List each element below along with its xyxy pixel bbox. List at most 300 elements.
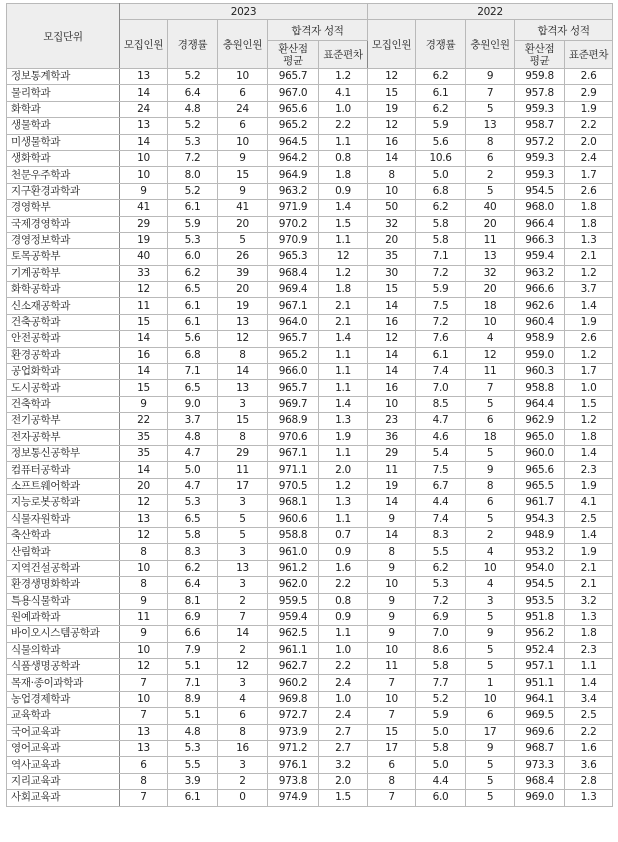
table-row [7,495,613,511]
table-row [7,642,613,658]
quota-cell-2023: 6 [120,757,168,773]
dept-name-cell: 식물의학과 [7,642,120,658]
quota-cell-2022: 9 [368,593,416,609]
std-cell-2022: 2.0 [565,134,613,150]
rate-cell-2022: 7.4 [416,364,466,380]
std-cell-2022: 3.2 [565,593,613,609]
rate-cell-2023: 6.1 [168,314,218,330]
rate-cell-2023: 7.1 [168,364,218,380]
avg-cell-2022: 959.4 [515,249,565,265]
avg-cell-2023: 965.7 [268,380,319,396]
quota-cell-2022: 14 [368,150,416,166]
std-cell-2023: 2.0 [319,462,368,478]
avg-cell-2022: 959.0 [515,347,565,363]
dept-name-cell: 식물자원학과 [7,511,120,527]
rate-cell-2022: 10.6 [416,150,466,166]
rate-cell-2022: 6.1 [416,347,466,363]
dept-name-cell: 경영정보학과 [7,232,120,248]
filled-cell-2023: 12 [218,659,268,675]
quota-header-2022: 모집인원 [368,20,416,69]
std-cell-2023: 2.7 [319,724,368,740]
rate-cell-2023: 4.7 [168,478,218,494]
filled-cell-2022: 4 [466,577,515,593]
std-cell-2023: 1.5 [319,216,368,232]
std-cell-2023: 1.1 [319,232,368,248]
std-header-2023: 표준편차 [319,41,368,69]
quota-cell-2022: 36 [368,429,416,445]
quota-cell-2022: 9 [368,626,416,642]
quota-cell-2023: 12 [120,495,168,511]
dept-name-cell: 정보통신공학부 [7,445,120,461]
filled-cell-2023: 3 [218,757,268,773]
dept-name-cell: 환경공학과 [7,347,120,363]
dept-name-cell: 역사교육과 [7,757,120,773]
filled-cell-2022: 6 [466,708,515,724]
avg-cell-2023: 971.1 [268,462,319,478]
avg-header-line2: 평균 [529,54,550,67]
dept-name-cell: 지역건설공학과 [7,560,120,576]
rate-cell-2023: 8.1 [168,593,218,609]
dept-name-cell: 건축공학과 [7,314,120,330]
rate-cell-2022: 6.2 [416,200,466,216]
filled-cell-2023: 24 [218,101,268,117]
table-row [7,724,613,740]
avg-cell-2023: 971.2 [268,741,319,757]
dept-name-cell: 원예과학과 [7,609,120,625]
filled-cell-2022: 5 [466,757,515,773]
dept-name-cell: 천문우주학과 [7,167,120,183]
filled-cell-2022: 20 [466,216,515,232]
dept-name-cell: 전자공학부 [7,429,120,445]
rate-cell-2023: 8.0 [168,167,218,183]
avg-cell-2022: 969.0 [515,790,565,806]
rate-cell-2023: 6.8 [168,347,218,363]
std-cell-2022: 1.5 [565,396,613,412]
filled-cell-2023: 7 [218,609,268,625]
table-row [7,183,613,199]
avg-cell-2022: 968.0 [515,200,565,216]
avg-cell-2023: 968.4 [268,265,319,281]
quota-cell-2023: 8 [120,577,168,593]
filled-cell-2023: 11 [218,462,268,478]
quota-cell-2022: 7 [368,790,416,806]
avg-cell-2022: 965.5 [515,478,565,494]
quota-cell-2022: 30 [368,265,416,281]
table-row [7,314,613,330]
std-header-2022: 표준편차 [565,41,613,69]
filled-cell-2022: 6 [466,413,515,429]
dept-name-cell: 컴퓨터공학과 [7,462,120,478]
quota-cell-2022: 29 [368,445,416,461]
dept-name-cell: 화학과 [7,101,120,117]
table-row [7,790,613,806]
rate-cell-2022: 7.2 [416,265,466,281]
filled-cell-2022: 5 [466,183,515,199]
rate-cell-2022: 7.0 [416,380,466,396]
rate-cell-2023: 6.5 [168,511,218,527]
filled-cell-2023: 29 [218,445,268,461]
filled-cell-2022: 5 [466,445,515,461]
dept-name-cell: 식품생명공학과 [7,659,120,675]
std-cell-2022: 1.7 [565,364,613,380]
filled-cell-2023: 14 [218,364,268,380]
rate-cell-2023: 5.3 [168,134,218,150]
dept-name-cell: 경영학부 [7,200,120,216]
filled-cell-2023: 12 [218,331,268,347]
rate-cell-2022: 4.6 [416,429,466,445]
rate-cell-2022: 5.8 [416,232,466,248]
avg-cell-2022: 968.4 [515,773,565,789]
quota-cell-2023: 9 [120,626,168,642]
filled-cell-2022: 5 [466,101,515,117]
filled-cell-2023: 4 [218,691,268,707]
filled-cell-2022: 1 [466,675,515,691]
avg-cell-2023: 964.2 [268,150,319,166]
std-cell-2022: 2.5 [565,708,613,724]
filled-cell-2022: 11 [466,364,515,380]
avg-cell-2022: 963.2 [515,265,565,281]
avg-cell-2022: 968.7 [515,741,565,757]
table-row [7,593,613,609]
rate-cell-2022: 6.1 [416,85,466,101]
table-row [7,69,613,85]
quota-cell-2023: 35 [120,445,168,461]
std-cell-2023: 4.1 [319,85,368,101]
avg-cell-2022: 969.6 [515,724,565,740]
quota-cell-2022: 12 [368,118,416,134]
table-row [7,413,613,429]
std-cell-2022: 1.4 [565,298,613,314]
rate-cell-2022: 7.6 [416,331,466,347]
quota-cell-2022: 32 [368,216,416,232]
rate-cell-2023: 5.3 [168,232,218,248]
filled-cell-2022: 8 [466,134,515,150]
filled-cell-2022: 6 [466,495,515,511]
std-cell-2022: 4.1 [565,495,613,511]
avg-cell-2023: 961.2 [268,560,319,576]
filled-cell-2023: 16 [218,741,268,757]
rate-cell-2023: 7.9 [168,642,218,658]
dept-name-cell: 지구환경과학과 [7,183,120,199]
std-cell-2022: 1.1 [565,659,613,675]
table-row [7,364,613,380]
rate-cell-2022: 5.8 [416,741,466,757]
avg-cell-2023: 960.6 [268,511,319,527]
filled-cell-2023: 6 [218,85,268,101]
avg-cell-2023: 973.8 [268,773,319,789]
rate-cell-2022: 8.6 [416,642,466,658]
avg-cell-2023: 964.9 [268,167,319,183]
std-cell-2022: 1.9 [565,101,613,117]
table-row [7,511,613,527]
admission-results-table-container [6,3,612,807]
filled-cell-2023: 5 [218,511,268,527]
std-cell-2022: 1.3 [565,609,613,625]
table-row [7,708,613,724]
rate-cell-2022: 6.0 [416,790,466,806]
avg-cell-2023: 958.8 [268,527,319,543]
quota-cell-2023: 14 [120,134,168,150]
std-cell-2023: 2.1 [319,314,368,330]
std-cell-2023: 1.8 [319,167,368,183]
avg-cell-2023: 961.0 [268,544,319,560]
avg-cell-2022: 959.3 [515,167,565,183]
avg-cell-2023: 972.7 [268,708,319,724]
std-cell-2022: 1.9 [565,544,613,560]
filled-cell-2022: 10 [466,314,515,330]
avg-header-line1: 환산점 [524,42,555,55]
filled-header-2022: 충원인원 [466,20,515,69]
filled-cell-2023: 5 [218,232,268,248]
std-cell-2023: 1.4 [319,396,368,412]
std-cell-2023: 1.0 [319,691,368,707]
avg-cell-2023: 974.9 [268,790,319,806]
avg-cell-2022: 952.4 [515,642,565,658]
table-row [7,85,613,101]
rate-cell-2022: 7.4 [416,511,466,527]
rate-cell-2022: 7.1 [416,249,466,265]
quota-cell-2022: 23 [368,413,416,429]
table-row [7,134,613,150]
avg-cell-2022: 957.1 [515,659,565,675]
rate-cell-2022: 5.0 [416,167,466,183]
quota-cell-2022: 10 [368,183,416,199]
std-cell-2023: 1.1 [319,380,368,396]
quota-cell-2023: 40 [120,249,168,265]
rate-cell-2022: 8.3 [416,527,466,543]
filled-cell-2022: 20 [466,282,515,298]
rate-cell-2023: 5.2 [168,183,218,199]
admission-results-table [6,3,613,807]
std-cell-2022: 3.6 [565,757,613,773]
avg-cell-2023: 970.2 [268,216,319,232]
filled-cell-2023: 13 [218,560,268,576]
filled-cell-2022: 7 [466,380,515,396]
std-cell-2022: 2.5 [565,511,613,527]
avg-cell-2022: 958.8 [515,380,565,396]
rate-cell-2023: 5.2 [168,118,218,134]
std-cell-2022: 1.8 [565,200,613,216]
rate-cell-2022: 6.7 [416,478,466,494]
std-cell-2022: 1.8 [565,429,613,445]
avg-cell-2023: 967.0 [268,85,319,101]
avg-cell-2022: 966.3 [515,232,565,248]
table-row [7,659,613,675]
filled-cell-2023: 8 [218,724,268,740]
filled-cell-2022: 10 [466,691,515,707]
filled-cell-2023: 6 [218,708,268,724]
result-header-2022: 합격자 성적 [515,20,613,41]
std-cell-2023: 2.7 [319,741,368,757]
filled-cell-2023: 3 [218,544,268,560]
table-row [7,347,613,363]
quota-cell-2023: 10 [120,691,168,707]
avg-cell-2023: 968.9 [268,413,319,429]
quota-cell-2023: 10 [120,560,168,576]
quota-cell-2023: 13 [120,118,168,134]
unit-header: 모집단위 [7,4,120,69]
rate-cell-2023: 6.2 [168,265,218,281]
std-cell-2023: 1.4 [319,200,368,216]
avg-cell-2023: 965.7 [268,331,319,347]
filled-cell-2022: 4 [466,331,515,347]
table-row [7,741,613,757]
dept-name-cell: 목재·종이과학과 [7,675,120,691]
filled-cell-2023: 2 [218,773,268,789]
avg-cell-2023: 962.5 [268,626,319,642]
filled-cell-2022: 7 [466,85,515,101]
quota-cell-2022: 12 [368,69,416,85]
avg-cell-2023: 969.8 [268,691,319,707]
quota-cell-2022: 50 [368,200,416,216]
dept-name-cell: 사회교육과 [7,790,120,806]
table-row [7,527,613,543]
std-cell-2023: 2.1 [319,298,368,314]
std-cell-2022: 2.2 [565,724,613,740]
std-cell-2023: 1.1 [319,511,368,527]
dept-name-cell: 축산학과 [7,527,120,543]
dept-name-cell: 환경생명화학과 [7,577,120,593]
std-cell-2022: 2.6 [565,183,613,199]
quota-cell-2022: 15 [368,85,416,101]
avg-cell-2023: 961.1 [268,642,319,658]
std-cell-2023: 1.8 [319,282,368,298]
quota-cell-2023: 11 [120,609,168,625]
quota-cell-2023: 10 [120,150,168,166]
quota-cell-2022: 14 [368,298,416,314]
std-cell-2022: 2.6 [565,69,613,85]
rate-cell-2023: 7.1 [168,675,218,691]
std-cell-2023: 12 [319,249,368,265]
std-cell-2023: 1.3 [319,495,368,511]
quota-cell-2022: 19 [368,478,416,494]
rate-cell-2023: 6.5 [168,282,218,298]
rate-cell-2023: 3.7 [168,413,218,429]
avg-cell-2023: 965.7 [268,69,319,85]
std-cell-2023: 0.8 [319,150,368,166]
avg-cell-2023: 970.5 [268,478,319,494]
avg-cell-2022: 959.3 [515,101,565,117]
rate-cell-2022: 6.2 [416,101,466,117]
rate-cell-2023: 9.0 [168,396,218,412]
filled-cell-2022: 9 [466,69,515,85]
dept-name-cell: 정보통계학과 [7,69,120,85]
filled-cell-2022: 4 [466,544,515,560]
quota-cell-2023: 14 [120,85,168,101]
std-cell-2022: 1.3 [565,232,613,248]
rate-cell-2022: 5.8 [416,216,466,232]
table-row [7,429,613,445]
dept-name-cell: 전기공학부 [7,413,120,429]
filled-cell-2023: 41 [218,200,268,216]
std-cell-2023: 1.1 [319,626,368,642]
avg-cell-2022: 951.8 [515,609,565,625]
quota-cell-2022: 15 [368,724,416,740]
avg-cell-2023: 962.0 [268,577,319,593]
std-cell-2023: 2.4 [319,708,368,724]
filled-cell-2023: 3 [218,396,268,412]
quota-cell-2022: 10 [368,396,416,412]
filled-cell-2023: 5 [218,527,268,543]
avg-cell-2023: 965.2 [268,118,319,134]
std-cell-2023: 1.1 [319,134,368,150]
quota-cell-2022: 9 [368,560,416,576]
dept-name-cell: 국제경영학과 [7,216,120,232]
filled-cell-2022: 18 [466,298,515,314]
avg-cell-2023: 965.2 [268,347,319,363]
filled-cell-2023: 3 [218,495,268,511]
quota-cell-2022: 14 [368,347,416,363]
avg-cell-2023: 971.9 [268,200,319,216]
std-cell-2022: 1.8 [565,216,613,232]
std-cell-2023: 1.6 [319,560,368,576]
avg-cell-2022: 960.3 [515,364,565,380]
quota-cell-2022: 16 [368,134,416,150]
dept-name-cell: 지능로봇공학과 [7,495,120,511]
filled-cell-2023: 8 [218,347,268,363]
quota-cell-2022: 10 [368,691,416,707]
rate-cell-2023: 5.8 [168,527,218,543]
std-cell-2022: 1.2 [565,413,613,429]
rate-cell-2023: 5.3 [168,495,218,511]
filled-cell-2022: 5 [466,790,515,806]
quota-cell-2022: 9 [368,511,416,527]
rate-cell-2023: 7.2 [168,150,218,166]
std-cell-2023: 1.4 [319,331,368,347]
avg-cell-2022: 969.5 [515,708,565,724]
avg-cell-2022: 956.2 [515,626,565,642]
rate-cell-2022: 7.0 [416,626,466,642]
filled-cell-2022: 18 [466,429,515,445]
quota-cell-2022: 16 [368,314,416,330]
dept-name-cell: 바이오시스템공학과 [7,626,120,642]
quota-cell-2022: 11 [368,462,416,478]
filled-cell-2022: 5 [466,511,515,527]
std-cell-2022: 2.8 [565,773,613,789]
filled-cell-2022: 6 [466,150,515,166]
table-row [7,265,613,281]
avg-cell-2022: 965.0 [515,429,565,445]
avg-cell-2022: 954.5 [515,183,565,199]
std-cell-2022: 1.2 [565,347,613,363]
quota-cell-2023: 10 [120,642,168,658]
std-cell-2023: 1.1 [319,347,368,363]
avg-cell-2022: 953.2 [515,544,565,560]
std-cell-2023: 1.2 [319,478,368,494]
avg-cell-2023: 964.0 [268,314,319,330]
avg-cell-2022: 966.6 [515,282,565,298]
avg-cell-2022: 954.5 [515,577,565,593]
std-cell-2022: 1.3 [565,790,613,806]
filled-cell-2023: 14 [218,626,268,642]
avg-cell-2023: 970.9 [268,232,319,248]
quota-cell-2023: 29 [120,216,168,232]
filled-cell-2023: 10 [218,134,268,150]
filled-cell-2023: 39 [218,265,268,281]
quota-cell-2022: 10 [368,577,416,593]
std-cell-2022: 1.2 [565,265,613,281]
quota-cell-2023: 15 [120,380,168,396]
avg-cell-2022: 964.1 [515,691,565,707]
std-cell-2022: 1.9 [565,314,613,330]
dept-name-cell: 안전공학과 [7,331,120,347]
rate-header-2023: 경쟁률 [168,20,218,69]
rate-cell-2022: 4.4 [416,773,466,789]
rate-cell-2023: 3.9 [168,773,218,789]
avg-cell-2023: 973.9 [268,724,319,740]
filled-cell-2023: 0 [218,790,268,806]
std-cell-2022: 1.7 [565,167,613,183]
